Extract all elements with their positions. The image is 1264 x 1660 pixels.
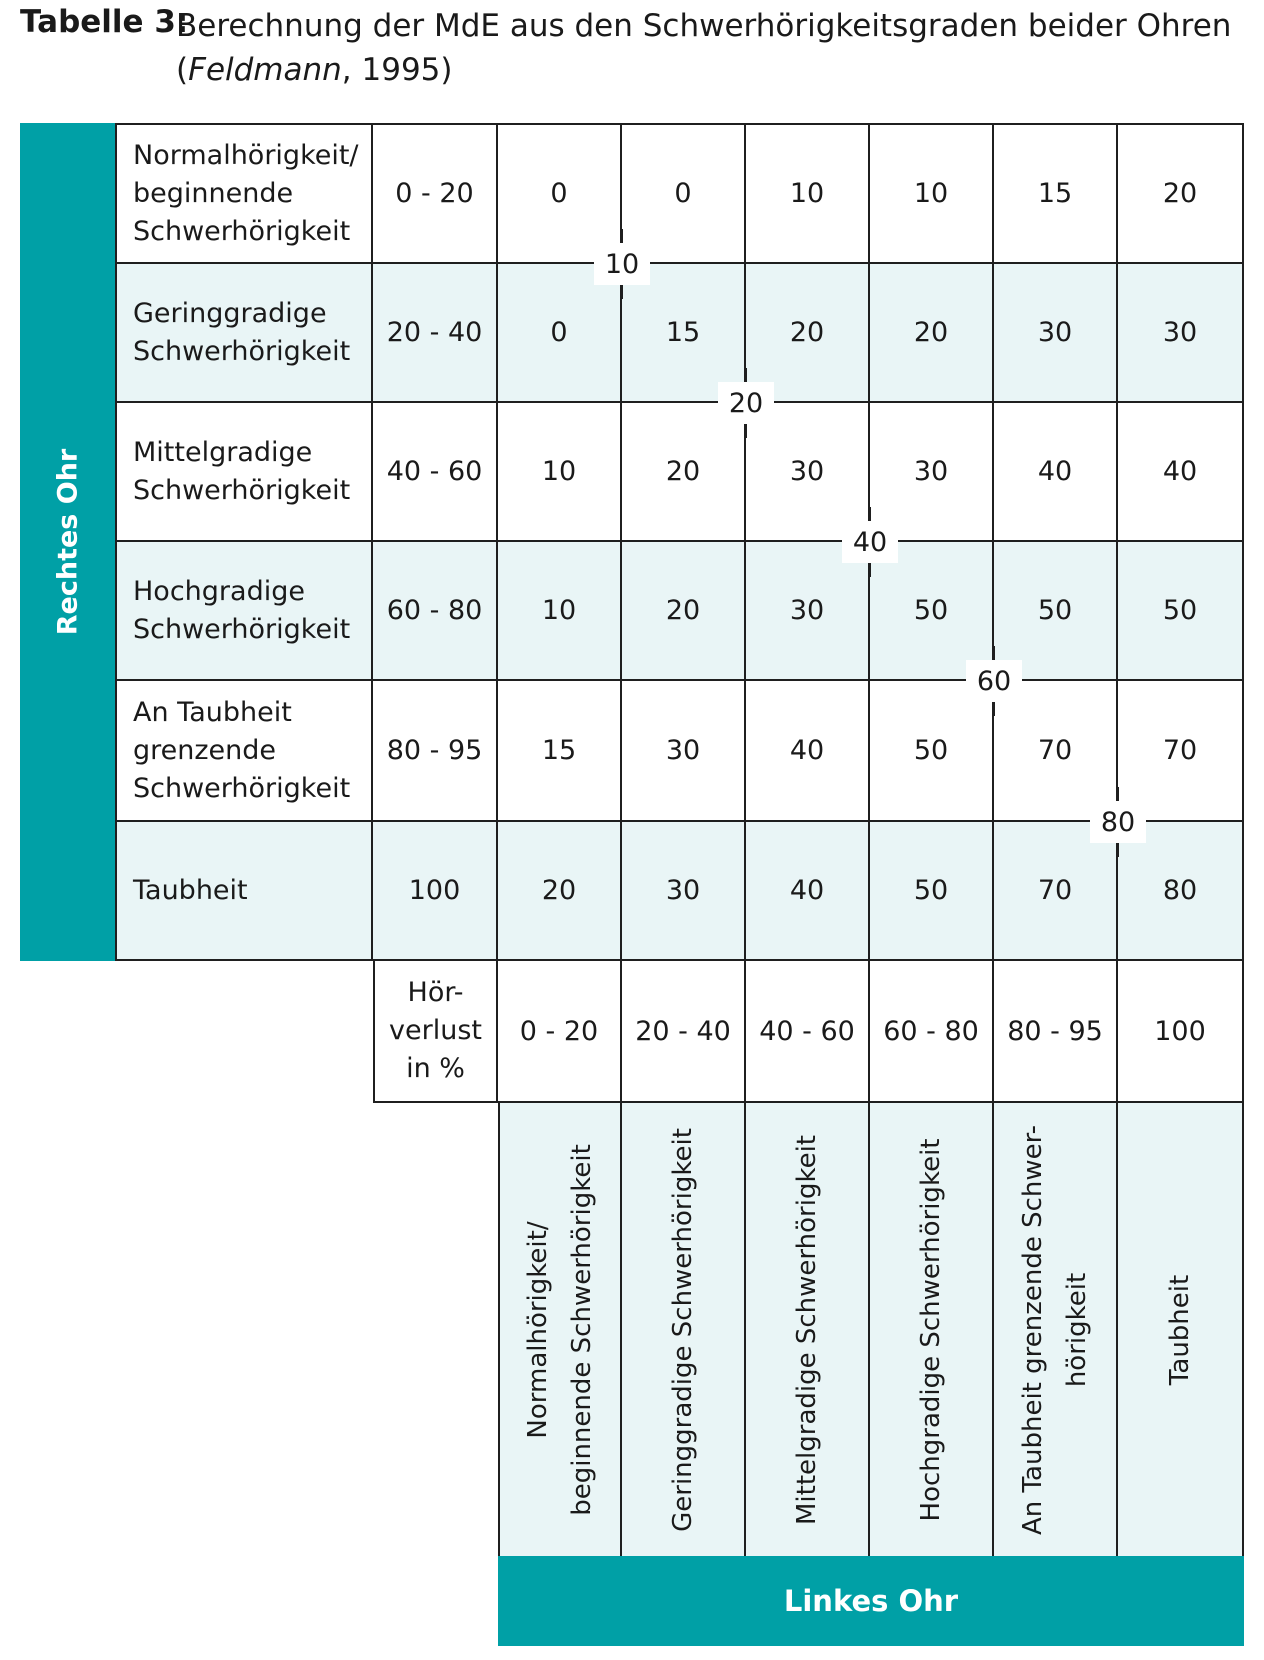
table-cell: 20: [1118, 123, 1244, 264]
table-cell: 0: [498, 264, 622, 403]
diagonal-value: 20: [718, 382, 774, 424]
table-cell: 10: [498, 542, 622, 681]
col-label-text: Taubheit: [1165, 1274, 1195, 1385]
table-cell: 0: [498, 123, 622, 264]
table-cell: 40: [1118, 403, 1244, 542]
col-range: 60 - 80: [870, 961, 994, 1103]
table-cell: 30: [746, 403, 870, 542]
table-cell: 50: [870, 822, 994, 961]
table-cell: 20: [622, 403, 746, 542]
table-cell: 70: [1118, 681, 1244, 822]
table-cell: 30: [746, 542, 870, 681]
col-range: 80 - 95: [994, 961, 1118, 1103]
table-cell: 50: [1118, 542, 1244, 681]
table-cell: 30: [1118, 264, 1244, 403]
col-label: [870, 1103, 994, 1556]
row-label: Hochgradige Schwerhörigkeit: [115, 542, 373, 681]
left-ear-axis-bar: [498, 1556, 1244, 1646]
table-cell: 30: [622, 681, 746, 822]
row-range: 20 - 40: [373, 264, 498, 403]
diagonal-value: 80: [1090, 801, 1146, 843]
table-cell: 70: [994, 681, 1118, 822]
hoerverlust-header: Hör- verlust in %: [373, 961, 498, 1103]
diagonal-value: 40: [842, 521, 898, 563]
col-label-text: An Taubheit grenzende Schwer- hörigkeit: [1018, 1124, 1092, 1535]
row-range: 100: [373, 822, 498, 961]
table-cell: 0: [622, 123, 746, 264]
table-cell: 15: [498, 681, 622, 822]
table-cell: 10: [746, 123, 870, 264]
col-label: [622, 1103, 746, 1556]
caption-author: Feldmann: [188, 52, 342, 88]
caption-line1: Berechnung der MdE aus den Schwerhörigkeitsgraden beider Ohren: [176, 8, 1232, 44]
table-cell: 10: [498, 403, 622, 542]
table-cell: 30: [994, 264, 1118, 403]
table-cell: 40: [746, 681, 870, 822]
table-caption-label: Tabelle 3:: [20, 4, 189, 40]
diagonal-value: 60: [966, 660, 1022, 702]
col-range: 20 - 40: [622, 961, 746, 1103]
table-cell: 80: [1118, 822, 1244, 961]
table-cell: 50: [994, 542, 1118, 681]
row-range: 80 - 95: [373, 681, 498, 822]
row-label: Mittelgradige Schwerhörigkeit: [115, 403, 373, 542]
row-range: 60 - 80: [373, 542, 498, 681]
caption-year: , 1995): [341, 52, 453, 88]
table-cell: 20: [746, 264, 870, 403]
col-label: [1118, 1103, 1244, 1556]
table-caption: [176, 4, 1231, 92]
table-cell: 15: [622, 264, 746, 403]
col-label: [498, 1103, 622, 1556]
col-label-text: Hochgradige Schwerhörigkeit: [916, 1138, 946, 1521]
table-cell: 40: [746, 822, 870, 961]
col-label-text: Normalhörigkeit/ beginnende Schwerhörigkeit: [523, 1143, 597, 1516]
col-label-text: Mittelgradige Schwerhörigkeit: [792, 1134, 822, 1525]
table-cell: 20: [622, 542, 746, 681]
table-cell: 15: [994, 123, 1118, 264]
col-range: 40 - 60: [746, 961, 870, 1103]
table-cell: 50: [870, 681, 994, 822]
col-label: [994, 1103, 1118, 1556]
col-label-text: Geringgradige Schwerhörigkeit: [668, 1127, 698, 1532]
table-cell: 30: [870, 403, 994, 542]
diagonal-value: 10: [594, 243, 650, 285]
table-cell: 50: [870, 542, 994, 681]
right-ear-axis-label: Rechtes Ohr: [52, 448, 83, 636]
row-range: 0 - 20: [373, 123, 498, 264]
table-cell: 10: [870, 123, 994, 264]
table-cell: 70: [994, 822, 1118, 961]
col-range: 100: [1118, 961, 1244, 1103]
right-ear-axis-bar: [20, 123, 115, 961]
row-label: Taubheit: [115, 822, 373, 961]
table-cell: 20: [870, 264, 994, 403]
col-label: [746, 1103, 870, 1556]
left-ear-axis-label: Linkes Ohr: [783, 1584, 959, 1618]
row-range: 40 - 60: [373, 403, 498, 542]
table-cell: 40: [994, 403, 1118, 542]
table-cell: 30: [622, 822, 746, 961]
row-label: Geringgradige Schwerhörigkeit: [115, 264, 373, 403]
row-label: An Taubheit grenzende Schwerhörigkeit: [115, 681, 373, 822]
col-range: 0 - 20: [498, 961, 622, 1103]
row-label: Normalhörigkeit/ beginnende Schwerhörigkeit: [115, 123, 373, 264]
table-cell: 20: [498, 822, 622, 961]
caption-open-paren: (: [176, 52, 189, 88]
